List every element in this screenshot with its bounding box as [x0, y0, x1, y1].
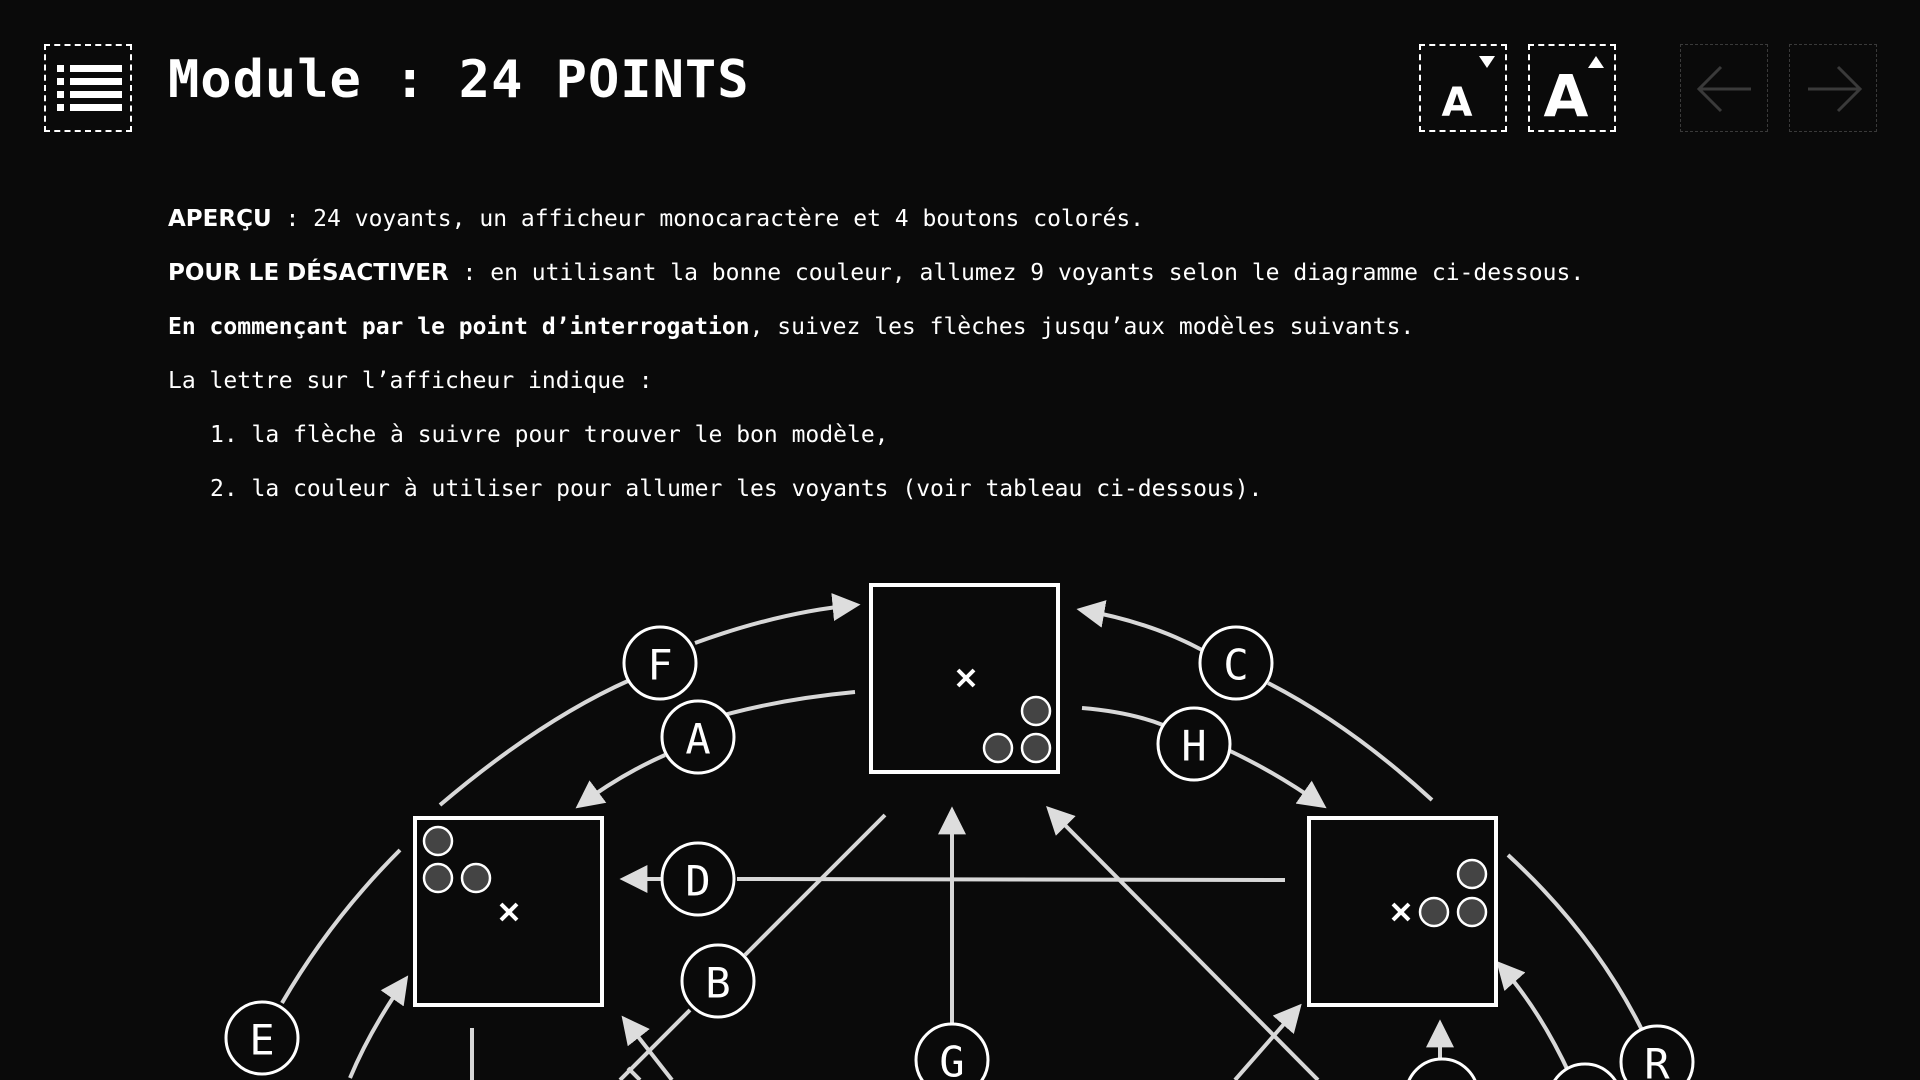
lit-point	[1458, 898, 1486, 926]
lit-point	[462, 864, 490, 892]
lit-point	[1022, 697, 1050, 725]
label-r: R	[1644, 1039, 1670, 1080]
arrow-left-icon	[1681, 45, 1769, 133]
lit-point	[424, 827, 452, 855]
start-text: , suivez les flèches jusqu’aux modèles suivants.	[749, 314, 1415, 340]
pattern-box-top	[871, 585, 1058, 772]
label-b: B	[705, 958, 731, 1008]
triangle-up-icon	[1588, 56, 1604, 68]
label-a: A	[685, 714, 711, 764]
deactivate-paragraph	[168, 260, 1584, 286]
label-d: D	[685, 856, 711, 906]
page-title: Module : 24 POINTS	[168, 50, 750, 110]
pattern-diagram	[0, 560, 1920, 1080]
label-c: C	[1223, 640, 1249, 690]
previous-page-button[interactable]	[1680, 44, 1768, 132]
label-g: G	[939, 1037, 965, 1080]
start-paragraph	[168, 314, 1414, 340]
overview-heading: APERÇU	[168, 206, 272, 232]
font-increase-label: A	[1543, 62, 1589, 130]
pattern-box-right	[1309, 818, 1496, 1005]
menu-button[interactable]	[44, 44, 132, 132]
font-increase-button[interactable]	[1528, 44, 1616, 132]
list-item: 2. la couleur à utiliser pour allumer les voyants (voir tableau ci-dessous).	[210, 476, 1263, 502]
list-item: 1. la flèche à suivre pour trouver le bon modèle,	[210, 422, 889, 448]
overview-paragraph	[168, 206, 1144, 232]
overview-text: : 24 voyants, un afficheur monocaractère et 4 boutons colorés.	[271, 206, 1145, 232]
pattern-box-left	[415, 818, 602, 1005]
lit-point	[1420, 898, 1448, 926]
start-heading: En commençant par le point d’interrogation	[168, 314, 750, 340]
list-icon	[46, 46, 134, 134]
font-decrease-button[interactable]	[1419, 44, 1507, 132]
label-f: F	[647, 640, 673, 690]
lit-point	[424, 864, 452, 892]
lit-point	[1458, 860, 1486, 888]
arrow-right-icon	[1790, 45, 1878, 133]
lit-point	[1022, 734, 1050, 762]
deactivate-heading: POUR LE DÉSACTIVER	[168, 260, 449, 286]
next-page-button[interactable]	[1789, 44, 1877, 132]
display-paragraph: La lettre sur l’afficheur indique :	[168, 368, 653, 394]
label-e: E	[249, 1015, 275, 1065]
deactivate-text: : en utilisant la bonne couleur, allumez 9 voyants selon le diagramme ci-dessous.	[448, 260, 1585, 286]
label-circle-hidden	[1406, 1059, 1478, 1080]
label-h: H	[1181, 721, 1207, 771]
triangle-down-icon	[1479, 56, 1495, 68]
label-circle-hidden	[1549, 1064, 1621, 1080]
lit-point	[984, 734, 1012, 762]
font-decrease-label: A	[1441, 80, 1473, 126]
